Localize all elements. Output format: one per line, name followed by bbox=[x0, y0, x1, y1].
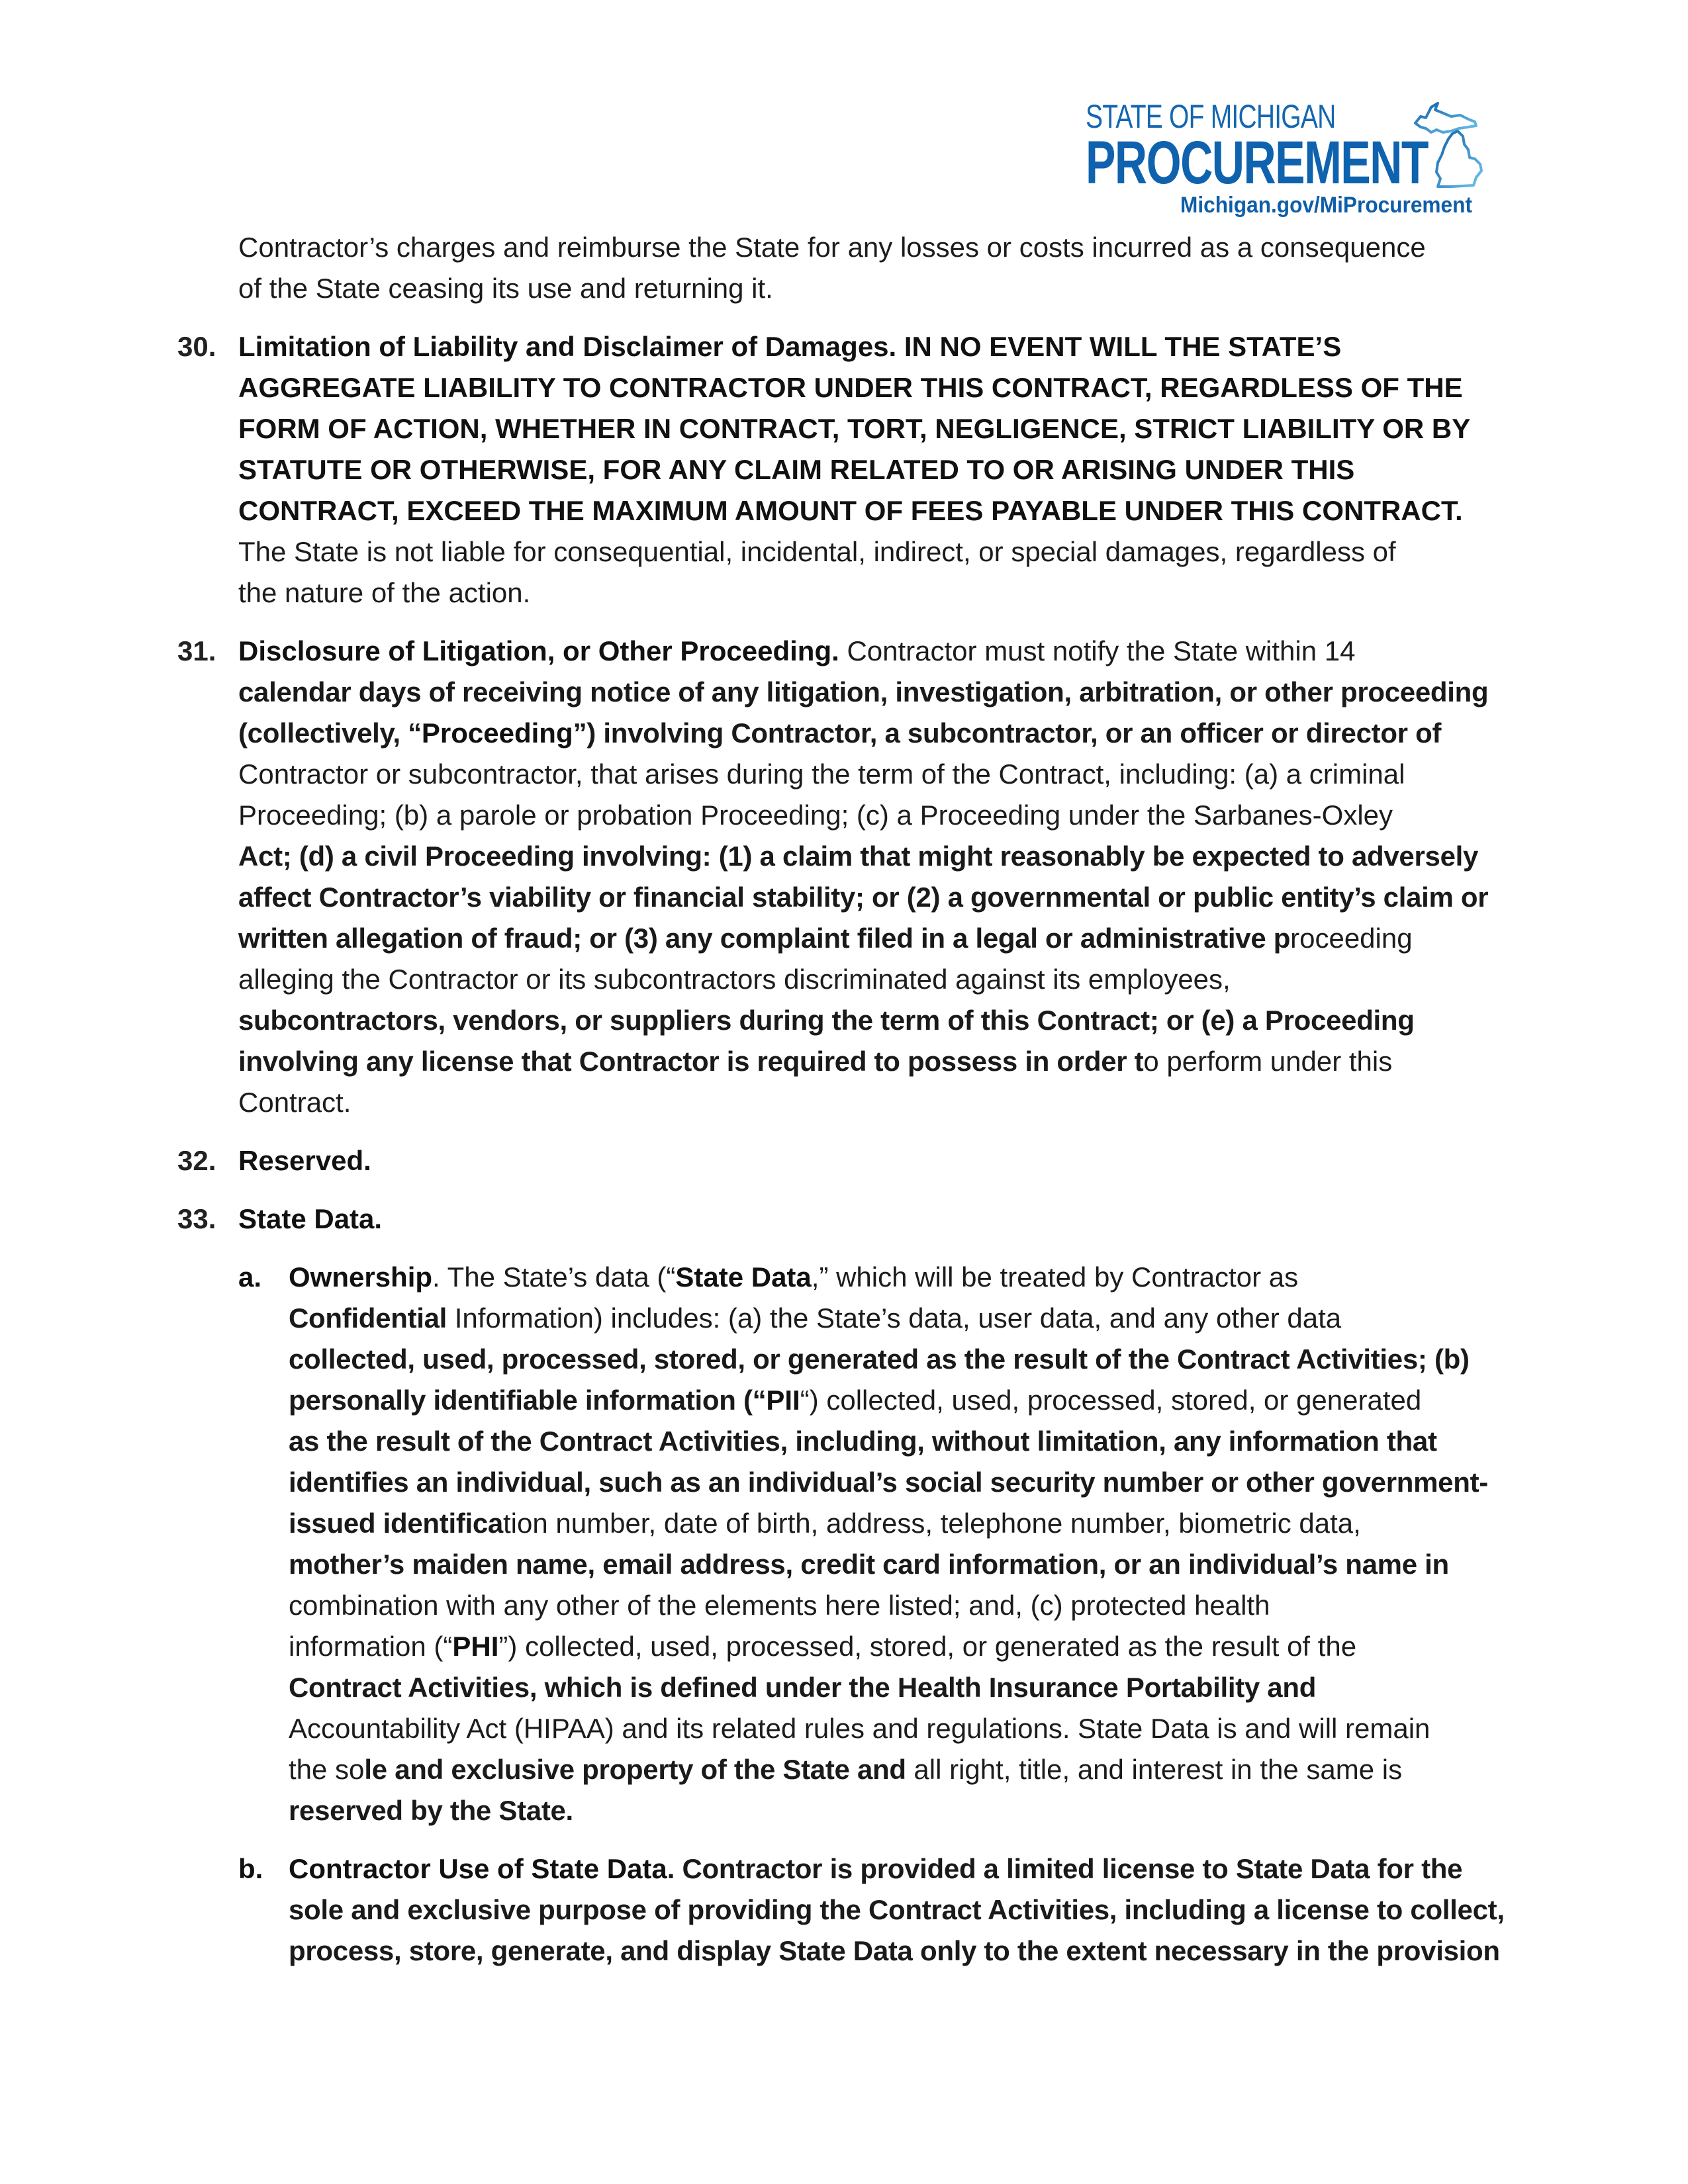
subsection-33b-contractor-use bbox=[238, 1848, 1688, 1972]
text-line bbox=[238, 795, 1688, 836]
text-line bbox=[238, 713, 1688, 754]
section-text bbox=[238, 1199, 1688, 1240]
text-line bbox=[238, 1140, 1688, 1181]
michigan-map-icon bbox=[1411, 98, 1484, 191]
text-line bbox=[289, 1790, 1688, 1831]
bold-text-run: CONTRACT, EXCEED THE MAXIMUM AMOUNT OF FEES PAYABLE UNDER THIS CONTRACT. bbox=[238, 495, 1463, 526]
text-line bbox=[289, 1667, 1688, 1708]
text-run: Confidential bbox=[289, 1302, 447, 1334]
text-line bbox=[238, 959, 1688, 1000]
text-line bbox=[238, 1082, 1688, 1123]
text-run: as the result of the Contract Activities, including, without limitation, any information that bbox=[289, 1426, 1437, 1457]
text-run: involving any license that Contractor is required to possess in order t bbox=[238, 1046, 1144, 1077]
text-run: le and exclusive property of the State and bbox=[364, 1754, 906, 1785]
text-run: combination with any other of the elements here listed; and, (c) protected health bbox=[289, 1590, 1270, 1621]
text-run: subcontractors, vendors, or suppliers during the term of this Contract; or (e) a Proceeding bbox=[238, 1005, 1415, 1036]
bold-text-run: Disclosure of Litigation, or Other Proceeding. bbox=[238, 635, 839, 666]
logo-state-of-michigan: STATE OF MICHIGAN bbox=[1086, 98, 1336, 135]
text-line bbox=[289, 1626, 1688, 1667]
text-run: ,” which will be treated by Contractor as bbox=[811, 1261, 1299, 1293]
subsection-text bbox=[289, 1848, 1688, 1972]
section-31-disclosure-of-litigation bbox=[177, 631, 1688, 1123]
bold-text-run: PHI bbox=[452, 1631, 499, 1662]
bold-text-run: Reserved. bbox=[238, 1145, 371, 1176]
bold-text-run: PII bbox=[766, 1385, 800, 1416]
section-33-state-data bbox=[177, 1199, 1688, 1240]
subsection-marker: a. bbox=[238, 1261, 262, 1293]
document-body bbox=[0, 227, 1688, 1972]
text-run: roceeding bbox=[1290, 923, 1413, 954]
bold-text-run: STATUTE OR OTHERWISE, FOR ANY CLAIM RELATED TO OR ARISING UNDER THIS bbox=[238, 454, 1355, 485]
text-run: ”) collected, used, processed, stored, or generated as the result of the bbox=[498, 1631, 1357, 1662]
bold-text-run: State Data. bbox=[238, 1203, 383, 1234]
text-line bbox=[289, 1421, 1688, 1462]
text-line bbox=[238, 572, 1688, 614]
text-run: written allegation of fraud; or (3) any complaint filed in a legal or administrative p bbox=[238, 923, 1291, 954]
text-run: . The State’s data (“ bbox=[432, 1261, 676, 1293]
bold-text-run: Ownership bbox=[289, 1261, 433, 1293]
text-run: Contractor or subcontractor, that arises during the term of the Contract, including: (a) a criminal bbox=[238, 758, 1405, 790]
text-run: personally identifiable information (“ bbox=[289, 1385, 767, 1416]
text-run: the nature of the action. bbox=[238, 577, 531, 608]
text-run: The State is not liable for consequential, incidental, indirect, or special damages, regardless of bbox=[238, 536, 1396, 567]
section-number: 32. bbox=[177, 1145, 216, 1176]
text-run: Contract Activities, which is defined under the Health Insurance Portability and bbox=[289, 1672, 1317, 1703]
text-line bbox=[289, 1462, 1688, 1503]
text-run: Contract. bbox=[238, 1087, 352, 1118]
text-run: information (“ bbox=[289, 1631, 453, 1662]
text-line bbox=[238, 631, 1688, 672]
bold-text-run: Limitation of Liability and Disclaimer of Damages. IN NO EVENT WILL THE STATE’S bbox=[238, 331, 1342, 362]
subsection-text bbox=[289, 1257, 1688, 1831]
text-line bbox=[289, 1749, 1688, 1790]
text-run: o perform under this bbox=[1143, 1046, 1393, 1077]
text-run: identifies an individual, such as an individual’s social security number or other government- bbox=[289, 1467, 1488, 1498]
text-run: Proceeding; (b) a parole or probation Proceeding; (c) a Proceeding under the Sarbanes-Oxley bbox=[238, 799, 1393, 831]
section-text bbox=[238, 631, 1688, 1123]
text-line bbox=[238, 877, 1688, 918]
section-text bbox=[238, 326, 1688, 614]
section-number: 30. bbox=[177, 331, 216, 362]
logo-url: Michigan.gov/MiProcurement bbox=[1180, 193, 1472, 218]
text-line bbox=[289, 1503, 1688, 1544]
text-line bbox=[238, 326, 1688, 367]
text-run: Contractor must notify the State within 14 bbox=[839, 635, 1356, 666]
text-run: Contractor’s charges and reimburse the State for any losses or costs incurred as a consequence bbox=[238, 232, 1426, 263]
text-line bbox=[289, 1889, 1688, 1931]
text-run: all right, title, and interest in the same is bbox=[906, 1754, 1403, 1785]
subsection-marker: b. bbox=[238, 1853, 263, 1884]
text-line bbox=[238, 836, 1688, 877]
text-line bbox=[238, 1041, 1688, 1082]
text-line bbox=[289, 1298, 1688, 1339]
text-run: mother’s maiden name, email address, credit card information, or an individual’s name in bbox=[289, 1549, 1449, 1580]
text-run: Accountability Act (HIPAA) and its related rules and regulations. State Data is and will remain bbox=[289, 1713, 1430, 1744]
text-line bbox=[238, 754, 1688, 795]
bold-text-run: Contractor Use of State Data bbox=[289, 1853, 667, 1884]
text-run: calendar days of receiving notice of any litigation, investigation, arbitration, or other proceeding bbox=[238, 676, 1489, 707]
text-run: affect Contractor’s viability or financial stability; or (2) a governmental or public entity’s claim or bbox=[238, 882, 1489, 913]
text-line bbox=[238, 367, 1688, 408]
text-line bbox=[238, 918, 1688, 959]
text-line bbox=[238, 490, 1688, 531]
bold-text-run: AGGREGATE LIABILITY TO CONTRACTOR UNDER THIS CONTRACT, REGARDLESS OF THE bbox=[238, 372, 1463, 403]
text-run: process, store, generate, and display State Data only to the extent necessary in the provision bbox=[289, 1935, 1500, 1966]
section-30-limitation-of-liability bbox=[177, 326, 1688, 614]
text-line bbox=[289, 1257, 1688, 1298]
text-run: reserved by the State. bbox=[289, 1795, 573, 1826]
text-line bbox=[238, 1000, 1688, 1041]
section-32-reserved bbox=[177, 1140, 1688, 1181]
text-run: alleging the Contractor or its subcontractors discriminated against its employees, bbox=[238, 964, 1231, 995]
text-run: issued identifica bbox=[289, 1508, 503, 1539]
bold-text-run: FORM OF ACTION, WHETHER IN CONTRACT, TORT, NEGLIGENCE, STRICT LIABILITY OR BY bbox=[238, 413, 1471, 444]
text-line bbox=[238, 672, 1688, 713]
text-run: tion number, date of birth, address, telephone number, biometric data, bbox=[503, 1508, 1361, 1539]
text-run: sole and exclusive purpose of providing the Contract Activities, including a license to collect, bbox=[289, 1894, 1505, 1925]
text-line bbox=[289, 1544, 1688, 1585]
michigan-procurement-logo bbox=[1086, 98, 1509, 224]
text-run: (collectively, “ bbox=[238, 717, 422, 749]
text-line bbox=[238, 408, 1688, 449]
bold-text-run: Proceeding bbox=[421, 717, 573, 749]
section-number: 31. bbox=[177, 635, 216, 666]
continuation-paragraph bbox=[238, 227, 1688, 309]
text-line bbox=[238, 227, 1688, 268]
logo-procurement: PROCUREMENT bbox=[1086, 129, 1429, 197]
text-run: collected, used, processed, stored, or generated as the result of the Contract Activities; (b) bbox=[289, 1343, 1470, 1375]
text-line bbox=[289, 1708, 1688, 1749]
subsection-33a-ownership bbox=[238, 1257, 1688, 1831]
bold-text-run: State Data bbox=[675, 1261, 812, 1293]
text-line bbox=[289, 1848, 1688, 1889]
text-line bbox=[289, 1339, 1688, 1380]
text-run: . Contractor is provided a limited license to State Data for the bbox=[667, 1853, 1463, 1884]
text-line bbox=[289, 1931, 1688, 1972]
section-number: 33. bbox=[177, 1203, 216, 1234]
text-line bbox=[238, 268, 1688, 309]
text-line bbox=[238, 531, 1688, 572]
text-run: the so bbox=[289, 1754, 365, 1785]
text-line bbox=[289, 1585, 1688, 1626]
text-line bbox=[238, 1199, 1688, 1240]
text-run: ”) involving Contractor, a subcontractor, or an officer or director of bbox=[573, 717, 1442, 749]
text-line bbox=[289, 1380, 1688, 1421]
text-run: Act; (d) a civil Proceeding involving: (1) a claim that might reasonably be expected to adversely bbox=[238, 841, 1479, 872]
text-run: of the State ceasing its use and returning it. bbox=[238, 273, 773, 304]
text-run: “) collected, used, processed, stored, or generated bbox=[800, 1385, 1422, 1416]
text-run: Information) includes: (a) the State’s data, user data, and any other data bbox=[447, 1302, 1342, 1334]
section-text bbox=[238, 1140, 1688, 1181]
text-line bbox=[238, 449, 1688, 490]
